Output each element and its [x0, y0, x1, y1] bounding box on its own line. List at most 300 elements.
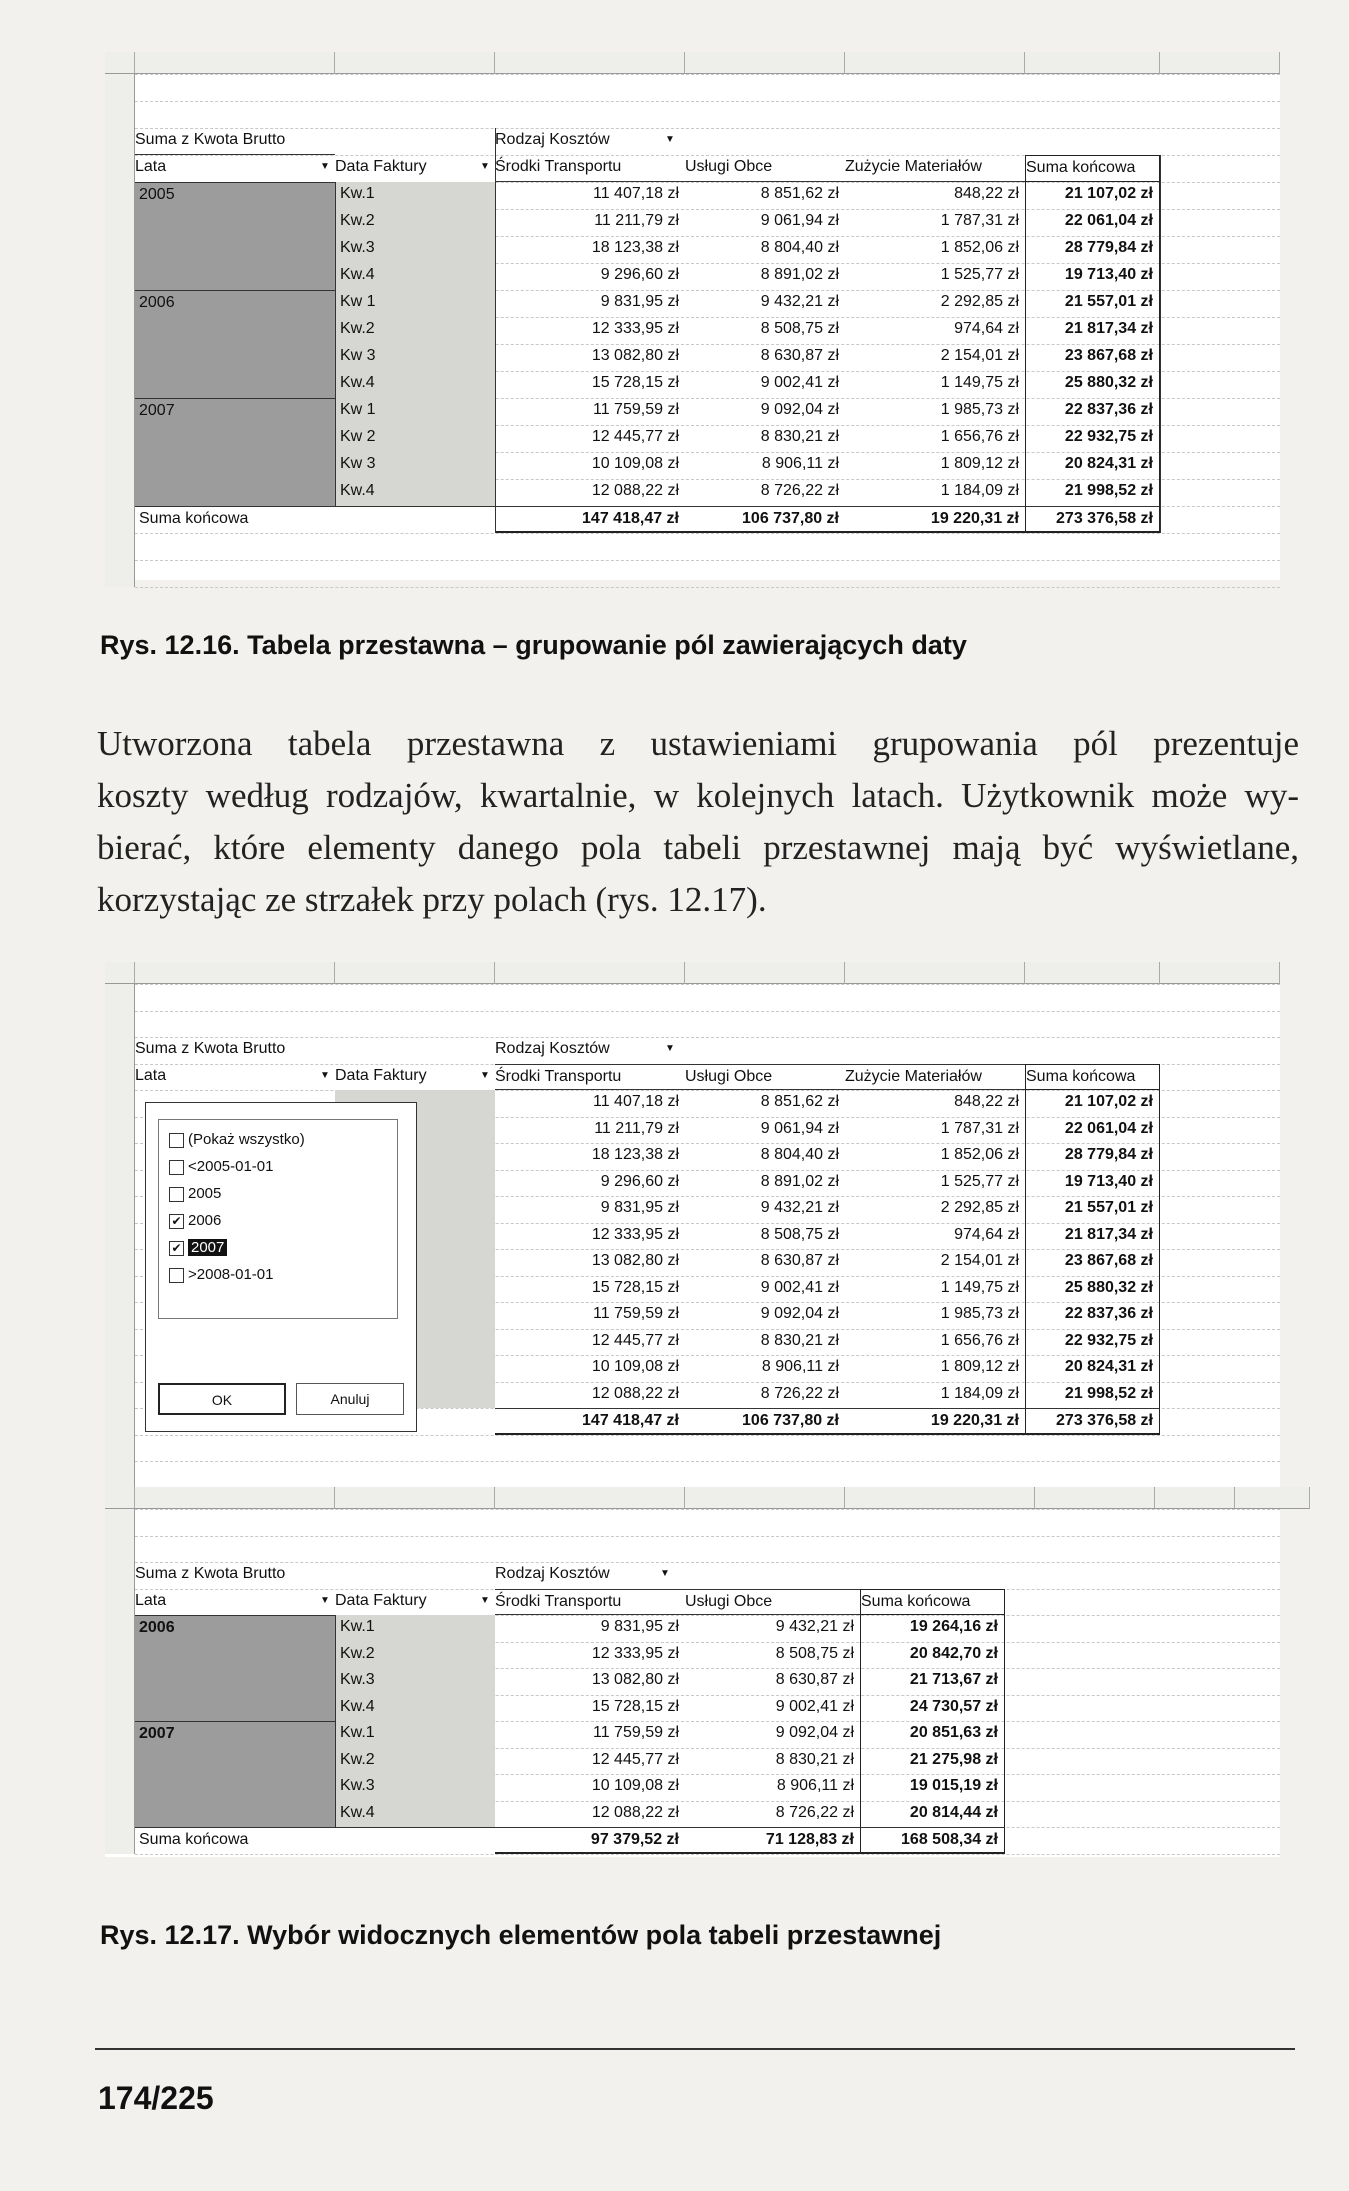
quarter-cell: Kw.4 [335, 479, 495, 506]
corner-cell [105, 962, 135, 984]
column-header [685, 962, 845, 984]
value-cell: 8 906,11 zł [776, 1777, 854, 1794]
value-cell: 2 154,01 zł [940, 1252, 1019, 1269]
row-number [105, 1143, 135, 1170]
grid-line [135, 1854, 1280, 1855]
paragraph-line: koszty według rodzajów, kwartalnie, w kolejnych latach. Użytkownik może wy- [97, 776, 1299, 815]
value-cell: 12 088,22 zł [591, 1803, 679, 1821]
column-header-cell: Środki Transportu [495, 1064, 685, 1091]
total-cell: 21 817,34 zł [1025, 1223, 1160, 1250]
pivot-data-label: Suma z Kwota Brutto [135, 1040, 286, 1057]
year-group-cell: 2006 [135, 290, 335, 398]
filter-item-2005[interactable] [169, 1180, 387, 1207]
quarter-cell: Kw.4 [335, 371, 495, 398]
year-group-cell: 2005 [135, 182, 335, 290]
filter-item-after-2008[interactable] [169, 1261, 387, 1288]
row-number [105, 452, 135, 479]
filter-item-label: (Pokaż wszystko) [188, 1131, 305, 1148]
grand-total-cell: 147 418,47 zł [495, 1408, 685, 1435]
column-header [1035, 1487, 1155, 1509]
column-header-cell: Zużycie Materiałów [845, 1064, 1025, 1091]
filter-list [158, 1119, 398, 1319]
row-number [105, 1721, 135, 1748]
value-cell: 8 830,21 zł [760, 428, 839, 445]
value-cell: 8 508,75 zł [760, 1225, 839, 1243]
quarter-cell: Kw.2 [335, 209, 495, 236]
value-cell: 9 002,41 zł [760, 1278, 839, 1296]
pivot-row-field-years: Lata [135, 1591, 167, 1609]
value-cell: 2 292,85 zł [940, 293, 1019, 310]
row-number [105, 1509, 135, 1536]
field-filter-popup[interactable] [145, 1102, 417, 1432]
value-cell: 15 728,15 zł [591, 1278, 679, 1296]
column-header-cell: Usługi Obce [685, 155, 845, 182]
checkbox-icon[interactable]: ✔ [169, 1214, 184, 1229]
column-header [135, 52, 335, 74]
column-header-cell: Suma końcowa [860, 1589, 1005, 1616]
value-cell: 15 728,15 zł [591, 374, 679, 391]
grid-line [135, 1435, 1280, 1436]
value-cell: 9 002,41 zł [760, 374, 839, 391]
column-header-cell: Usługi Obce [685, 1064, 845, 1091]
value-cell: 11 407,18 zł [593, 185, 679, 202]
column-header [495, 962, 685, 984]
value-cell: 1 656,76 zł [940, 1331, 1019, 1349]
row-number [105, 1435, 135, 1462]
year-group-cell: 2007 [135, 398, 335, 506]
total-cell: 25 880,32 zł [1025, 371, 1160, 398]
figure-12-17-spreadsheet-top [105, 962, 1280, 1492]
pivot-data-label: Suma z Kwota Brutto [135, 1565, 286, 1582]
column-header [335, 52, 495, 74]
grand-total-cell: 106 737,80 zł [685, 506, 845, 533]
value-cell: 8 726,22 zł [760, 482, 839, 499]
value-cell: 1 184,09 zł [940, 482, 1019, 499]
row-number [105, 1355, 135, 1382]
year-group-cell: 2007 [135, 1721, 335, 1827]
value-cell: 11 759,59 zł [593, 1305, 679, 1322]
pivot-row-field-date: Data Faktury [335, 158, 427, 175]
value-cell: 2 154,01 zł [940, 347, 1019, 364]
row-number [105, 101, 135, 128]
row-number [105, 1642, 135, 1669]
value-cell: 8 508,75 zł [760, 320, 839, 337]
total-cell: 20 851,63 zł [860, 1721, 1005, 1748]
row-number [105, 371, 135, 398]
row-number [105, 1302, 135, 1329]
pivot-column-field: Rodzaj Kosztów [495, 131, 610, 148]
value-cell: 8 804,40 zł [760, 1146, 839, 1163]
filter-item-2006[interactable] [169, 1207, 387, 1234]
value-cell: 10 109,08 zł [591, 1777, 679, 1794]
column-header [135, 962, 335, 984]
body-paragraph [97, 718, 1299, 926]
value-cell: 8 726,22 zł [760, 1384, 839, 1402]
total-cell: 22 932,75 zł [1025, 425, 1160, 452]
value-cell: 8 891,02 zł [760, 1172, 839, 1190]
row-number [105, 1011, 135, 1038]
grid-line [135, 560, 1280, 561]
value-cell: 1 809,12 zł [940, 1358, 1019, 1375]
pivot-column-field: Rodzaj Kosztów [495, 1565, 610, 1582]
value-cell: 8 630,87 zł [775, 1671, 854, 1688]
filter-item-label: <2005-01-01 [188, 1158, 274, 1175]
grid-line [135, 533, 1280, 534]
value-cell: 12 445,77 zł [591, 1331, 679, 1349]
total-cell: 19 713,40 zł [1025, 263, 1160, 290]
row-number [105, 344, 135, 371]
dropdown-arrow-icon: ▼ [660, 1568, 670, 1579]
value-cell: 848,22 zł [954, 185, 1019, 202]
row-number [105, 1117, 135, 1144]
row-number [105, 1090, 135, 1117]
row-number [105, 155, 135, 182]
pivot-row-field-years: Lata [135, 1066, 167, 1084]
value-cell: 9 002,41 zł [775, 1697, 854, 1715]
value-cell: 974,64 zł [954, 1225, 1019, 1243]
checkbox-icon[interactable] [169, 1133, 184, 1148]
pivot-row-field-date: Data Faktury [335, 1591, 427, 1609]
quarter-cell: Kw 1 [335, 290, 495, 317]
total-cell: 19 713,40 zł [1025, 1170, 1160, 1197]
grand-total-cell: 147 418,47 zł [495, 506, 685, 533]
row-number [105, 1249, 135, 1276]
quarter-cell: Kw.2 [335, 1748, 495, 1775]
grand-total-label: Suma końcowa [135, 506, 495, 533]
value-cell: 10 109,08 zł [591, 1358, 679, 1375]
value-cell: 9 061,94 zł [760, 1119, 839, 1137]
row-number [105, 1827, 135, 1854]
value-cell: 18 123,38 zł [591, 1146, 679, 1163]
value-cell: 1 852,06 zł [940, 1146, 1019, 1163]
column-header [1025, 52, 1160, 74]
row-number [105, 1064, 135, 1091]
value-cell: 9 432,21 zł [760, 1199, 839, 1216]
value-cell: 8 891,02 zł [760, 266, 839, 283]
value-cell: 1 852,06 zł [940, 239, 1019, 256]
total-cell: 21 557,01 zł [1025, 290, 1160, 317]
value-cell: 8 726,22 zł [775, 1803, 854, 1821]
column-header-cell: Zużycie Materiałów [845, 155, 1025, 182]
grand-total-label: Suma końcowa [135, 1827, 495, 1854]
quarter-cell: Kw.1 [335, 1721, 495, 1748]
value-cell: 12 445,77 zł [591, 1750, 679, 1768]
paragraph-line: korzystając ze strzałek przy polach (rys. 12.17). [97, 880, 767, 919]
column-header [845, 962, 1025, 984]
value-cell: 8 851,62 zł [760, 1093, 839, 1110]
row-number [105, 263, 135, 290]
row-number [105, 1382, 135, 1409]
value-cell: 11 759,59 zł [593, 401, 679, 418]
total-cell: 19 015,19 zł [860, 1774, 1005, 1801]
corner-cell [105, 52, 135, 74]
total-cell: 21 998,52 zł [1025, 1382, 1160, 1409]
value-cell: 8 851,62 zł [760, 185, 839, 202]
total-cell: 20 824,31 zł [1025, 1355, 1160, 1382]
grid-line [135, 1461, 1280, 1462]
value-cell: 12 088,22 zł [591, 482, 679, 499]
value-cell: 10 109,08 zł [591, 455, 679, 472]
grid-line [135, 101, 1280, 102]
total-cell: 24 730,57 zł [860, 1695, 1005, 1722]
value-cell: 9 092,04 zł [775, 1724, 854, 1741]
dropdown-arrow-icon: ▼ [320, 1069, 330, 1081]
column-header [495, 1487, 685, 1509]
value-cell: 8 508,75 zł [775, 1644, 854, 1662]
column-header [845, 52, 1025, 74]
row-number [105, 209, 135, 236]
total-cell: 19 264,16 zł [860, 1615, 1005, 1642]
row-number [105, 1695, 135, 1722]
filter-item-label: 2007 [188, 1239, 227, 1256]
total-cell: 22 837,36 zł [1025, 398, 1160, 425]
value-cell: 1 985,73 zł [940, 1305, 1019, 1322]
grid-line [135, 1509, 1280, 1510]
total-cell: 28 779,84 zł [1025, 1143, 1160, 1170]
quarter-cell: Kw.4 [335, 263, 495, 290]
value-cell: 1 184,09 zł [940, 1384, 1019, 1402]
row-number [105, 317, 135, 344]
value-cell: 12 445,77 zł [591, 428, 679, 445]
grid-line [135, 1536, 1280, 1537]
grand-total-cell: 19 220,31 zł [845, 1408, 1025, 1435]
filter-item-label: 2006 [188, 1212, 222, 1229]
total-cell: 25 880,32 zł [1025, 1276, 1160, 1303]
grid-line [135, 587, 1280, 588]
grand-total-cell: 273 376,58 zł [1025, 506, 1160, 533]
value-cell: 12 088,22 zł [591, 1384, 679, 1402]
total-cell: 20 824,31 zł [1025, 452, 1160, 479]
dropdown-arrow-icon: ▼ [480, 161, 490, 172]
total-cell: 21 713,67 zł [860, 1668, 1005, 1695]
dropdown-arrow-icon: ▼ [320, 1594, 330, 1606]
value-cell: 9 432,21 zł [775, 1618, 854, 1635]
value-cell: 1 809,12 zł [940, 455, 1019, 472]
value-cell: 9 831,95 zł [600, 293, 679, 310]
row-number [105, 1536, 135, 1563]
dropdown-arrow-icon: ▼ [320, 161, 330, 172]
paragraph-line: Utworzona tabela przestawna z ustawieniami grupowania pól prezentuje [97, 724, 1299, 763]
column-header [1160, 52, 1280, 74]
column-header-cell: Suma końcowa [1025, 155, 1160, 182]
table-border [495, 128, 496, 533]
value-cell: 8 906,11 zł [761, 455, 839, 472]
corner-cell [105, 1487, 135, 1509]
row-number [105, 1037, 135, 1064]
row-number [105, 1562, 135, 1589]
total-cell: 21 107,02 zł [1025, 182, 1160, 209]
value-cell: 974,64 zł [954, 320, 1019, 337]
row-number [105, 236, 135, 263]
paragraph-line: bierać, które elementy danego pola tabeli przestawnej mają być wyświetlane, [97, 828, 1299, 867]
total-cell: 21 275,98 zł [860, 1748, 1005, 1775]
value-cell: 9 092,04 zł [760, 1305, 839, 1322]
grand-total-cell: 273 376,58 zł [1025, 1408, 1160, 1435]
column-header [335, 1487, 495, 1509]
quarter-cell: Kw.4 [335, 1801, 495, 1828]
grand-total-cell: 106 737,80 zł [685, 1408, 845, 1435]
quarter-cell: Kw.1 [335, 1615, 495, 1642]
column-header [685, 1487, 845, 1509]
row-number [105, 1223, 135, 1250]
page-divider [95, 2048, 1295, 2050]
column-header [135, 1487, 335, 1509]
row-number [105, 1774, 135, 1801]
row-number [105, 1276, 135, 1303]
total-cell: 21 107,02 zł [1025, 1090, 1160, 1117]
value-cell: 8 906,11 zł [761, 1358, 839, 1375]
checkbox-icon[interactable] [169, 1187, 184, 1202]
value-cell: 13 082,80 zł [591, 347, 679, 364]
grand-total-cell: 97 379,52 zł [495, 1827, 685, 1854]
column-header [1155, 1487, 1235, 1509]
value-cell: 9 092,04 zł [760, 401, 839, 418]
dropdown-arrow-icon: ▼ [480, 1069, 490, 1081]
filter-item-before-2005[interactable] [169, 1153, 387, 1180]
ok-button[interactable]: OK [158, 1383, 286, 1415]
total-cell: 22 837,36 zł [1025, 1302, 1160, 1329]
total-cell: 21 817,34 zł [1025, 317, 1160, 344]
value-cell: 11 407,18 zł [593, 1093, 679, 1110]
value-cell: 1 525,77 zł [940, 266, 1019, 283]
value-cell: 9 432,21 zł [760, 293, 839, 310]
row-number [105, 1170, 135, 1197]
filter-item-label: 2005 [188, 1185, 222, 1202]
filter-item-show-all[interactable] [169, 1126, 387, 1153]
grand-total-cell: 168 508,34 zł [860, 1827, 1005, 1854]
figure-caption-12-16: Rys. 12.16. Tabela przestawna – grupowanie pól zawierających daty [100, 630, 967, 660]
row-number [105, 506, 135, 533]
value-cell: 8 830,21 zł [775, 1750, 854, 1768]
checkbox-icon[interactable]: ✔ [169, 1241, 184, 1256]
row-number [105, 1801, 135, 1828]
total-cell: 23 867,68 zł [1025, 344, 1160, 371]
pivot-row-field-years: Lata [135, 158, 167, 175]
quarter-cell: Kw.2 [335, 1642, 495, 1669]
checkbox-icon[interactable] [169, 1268, 184, 1283]
column-header [1235, 1487, 1310, 1509]
value-cell: 2 292,85 zł [940, 1199, 1019, 1216]
column-header [1160, 962, 1280, 984]
row-number [105, 1748, 135, 1775]
value-cell: 11 759,59 zł [593, 1724, 679, 1741]
row-number [105, 560, 135, 587]
dropdown-arrow-icon: ▼ [665, 134, 675, 145]
value-cell: 13 082,80 zł [591, 1252, 679, 1269]
quarter-cell: Kw.2 [335, 317, 495, 344]
checkbox-icon[interactable] [169, 1160, 184, 1175]
filter-item-2007[interactable] [169, 1234, 387, 1261]
column-header-cell: Środki Transportu [495, 1589, 685, 1616]
row-number [105, 1329, 135, 1356]
quarter-cell: Kw.1 [335, 182, 495, 209]
grid-line [135, 74, 1280, 75]
value-cell: 848,22 zł [954, 1093, 1019, 1110]
value-cell: 1 787,31 zł [940, 1119, 1019, 1137]
value-cell: 15 728,15 zł [591, 1697, 679, 1715]
dropdown-arrow-icon: ▼ [665, 1043, 675, 1054]
quarter-cell: Kw.4 [335, 1695, 495, 1722]
row-number [105, 1196, 135, 1223]
cancel-button[interactable]: Anuluj [296, 1383, 404, 1415]
filter-item-label: >2008-01-01 [188, 1266, 274, 1283]
total-cell: 23 867,68 zł [1025, 1249, 1160, 1276]
row-number [105, 1408, 135, 1435]
table-border [1160, 155, 1161, 533]
value-cell: 9 296,60 zł [600, 1172, 679, 1190]
row-number [105, 1461, 135, 1488]
pivot-data-label: Suma z Kwota Brutto [135, 128, 335, 155]
page-number: 174/225 [98, 2080, 214, 2116]
row-number [105, 128, 135, 155]
row-number [105, 290, 135, 317]
value-cell: 12 333,95 zł [591, 1644, 679, 1662]
value-cell: 8 630,87 zł [760, 347, 839, 364]
figure-12-16-spreadsheet [105, 52, 1280, 580]
quarter-cell: Kw 3 [335, 344, 495, 371]
grand-total-cell: 19 220,31 zł [845, 506, 1025, 533]
grid-line [135, 1011, 1280, 1012]
column-header [685, 52, 845, 74]
value-cell: 8 804,40 zł [760, 239, 839, 256]
figure-caption-12-17: Rys. 12.17. Wybór widocznych elementów pola tabeli przestawnej [100, 1920, 942, 1950]
total-cell: 20 814,44 zł [860, 1801, 1005, 1828]
quarter-cell: Kw 3 [335, 452, 495, 479]
total-cell: 21 557,01 zł [1025, 1196, 1160, 1223]
value-cell: 11 211,79 zł [594, 212, 679, 229]
value-cell: 9 061,94 zł [760, 212, 839, 229]
row-number [105, 398, 135, 425]
row-number [105, 425, 135, 452]
quarter-cell: Kw.3 [335, 236, 495, 263]
row-number [105, 1668, 135, 1695]
grand-total-cell: 71 128,83 zł [685, 1827, 860, 1854]
figure-12-17-spreadsheet-bottom [105, 1487, 1280, 1857]
value-cell: 1 656,76 zł [940, 428, 1019, 445]
value-cell: 8 630,87 zł [760, 1252, 839, 1269]
quarter-cell: Kw.3 [335, 1774, 495, 1801]
quarter-cell: Kw 1 [335, 398, 495, 425]
column-header [845, 1487, 1035, 1509]
value-cell: 8 830,21 zł [760, 1331, 839, 1349]
value-cell: 1 985,73 zł [940, 401, 1019, 418]
dropdown-arrow-icon: ▼ [480, 1594, 490, 1606]
value-cell: 12 333,95 zł [591, 320, 679, 337]
value-cell: 1 149,75 zł [940, 374, 1019, 391]
value-cell: 9 296,60 zł [600, 266, 679, 283]
value-cell: 1 149,75 zł [940, 1278, 1019, 1296]
total-cell: 22 932,75 zł [1025, 1329, 1160, 1356]
row-number [105, 1615, 135, 1642]
value-cell: 18 123,38 zł [591, 239, 679, 256]
column-header [335, 962, 495, 984]
total-cell: 28 779,84 zł [1025, 236, 1160, 263]
row-number [105, 74, 135, 101]
value-cell: 13 082,80 zł [591, 1671, 679, 1688]
value-cell: 11 211,79 zł [594, 1119, 679, 1137]
row-number [105, 182, 135, 209]
grid-line [135, 984, 1280, 985]
value-cell: 9 831,95 zł [600, 1618, 679, 1635]
row-number [105, 533, 135, 560]
column-header-cell: Środki Transportu [495, 155, 685, 182]
total-cell: 22 061,04 zł [1025, 209, 1160, 236]
year-group-cell: 2006 [135, 1615, 335, 1721]
quarter-cell: Kw 2 [335, 425, 495, 452]
column-header [495, 52, 685, 74]
row-number [105, 479, 135, 506]
row-number [105, 984, 135, 1011]
